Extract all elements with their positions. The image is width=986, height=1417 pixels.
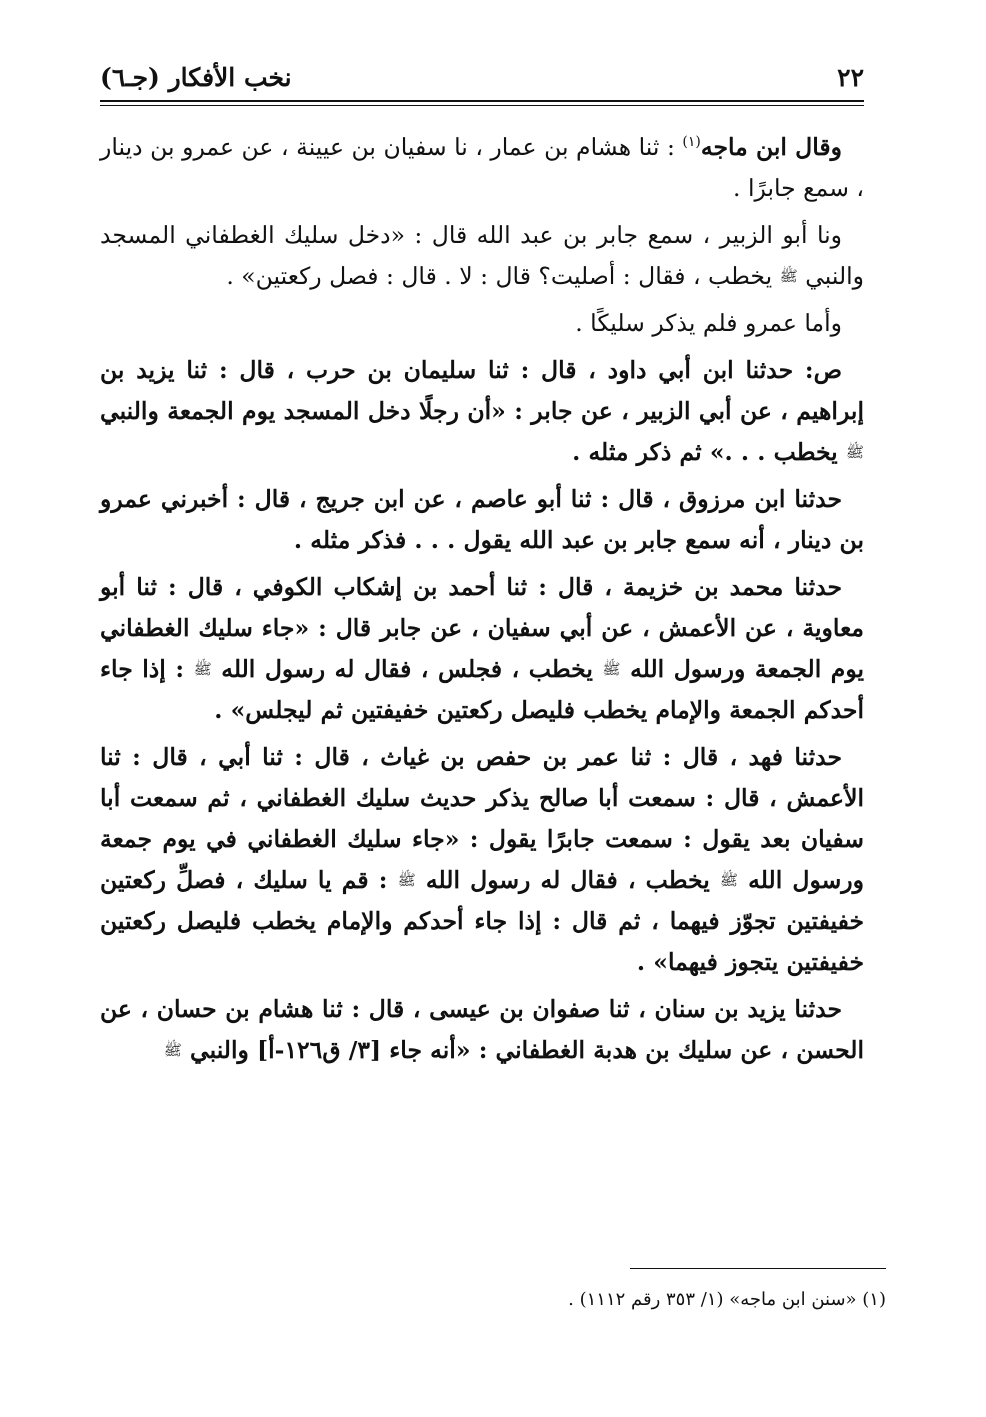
paragraph-text: وأما عمرو فلم يذكر سليكًا .	[575, 308, 842, 337]
footnote-text: (١) «سنن ابن ماجه» (١/ ٣٥٣ رقم ١١١٢) .	[568, 1289, 886, 1310]
paragraph-8	[100, 989, 864, 1071]
paragraph-text: حدثنا يزيد بن سنان ، ثنا صفوان بن عيسى ، قال : ثنا هشام بن حسان ، عن الحسن ، عن سليك بن هدبة الغطفاني : «أنه جاء [٣/ ق١٢٦-أ] والنبي	[100, 994, 864, 1064]
page-number: ٢٢	[837, 63, 864, 92]
paragraph-2	[100, 215, 864, 297]
paragraph-6	[100, 567, 864, 731]
salutation-glyph: ﷺ	[193, 659, 212, 678]
paragraph-5	[100, 479, 864, 561]
paragraph-text: يخطب . . .» ثم ذكر مثله .	[572, 437, 846, 466]
footnote-ref: (١)	[682, 134, 701, 150]
paragraph-text: : إذا جاء أحدكم الجمعة والإمام يخطب فليصل ركعتين خفيفتين ثم ليجلس» .	[100, 654, 864, 724]
paragraph-1	[100, 122, 864, 209]
footnote-rule	[630, 1268, 886, 1269]
salutation-glyph: ﷺ	[845, 442, 864, 461]
page	[100, 58, 864, 1077]
paragraph-text: حدثنا ابن مرزوق ، قال : ثنا أبو عاصم ، عن ابن جريج ، قال : أخبرني عمرو بن دينار ، أنه سمع جابر بن عبد الله يقول . . . فذكر مثله .	[100, 484, 864, 554]
salutation-glyph: ﷺ	[397, 870, 416, 889]
footnote	[122, 1286, 886, 1314]
paragraph-text: : ثنا هشام بن عمار ، نا سفيان بن عيينة ، عن عمرو بن دينار ، سمع جابرًا .	[100, 132, 864, 202]
paragraph-7	[100, 737, 864, 983]
paragraph-text: يخطب ، فقال له رسول الله	[415, 865, 720, 894]
book-title: نخب الأفكار (جـ٦)	[100, 63, 292, 92]
paragraph-text: يخطب ، فجلس ، فقال له رسول الله	[211, 654, 603, 683]
paragraph-text: يخطب ، فقال : أصليت؟ قال : لا . قال : فصل ركعتين» .	[226, 261, 780, 290]
paragraph-lead: وقال ابن ماجه	[700, 132, 842, 161]
salutation-glyph: ﷺ	[719, 870, 739, 889]
paragraph-3	[100, 303, 864, 344]
salutation-glyph: ﷺ	[779, 266, 798, 285]
paragraph-text: : قم يا سليك ، فصلِّ ركعتين خفيفتين تجوّز فيهما ، ثم قال : إذا جاء أحدكم والإمام يخطب فليصل ركعتين خفيفتين يتجوز فيهما» .	[100, 865, 864, 976]
paragraph-text: ونا أبو الزبير ، سمع جابر بن عبد الله قال : «دخل سليك الغطفاني المسجد والنبي	[100, 220, 864, 290]
paragraph-text: حدثنا فهد ، قال : ثنا عمر بن حفص بن غياث ، قال : ثنا أبي ، قال : ثنا الأعمش ، قال : سمعت أبا صالح يذكر حديث سليك الغطفاني ، ثم سمعت أبا سفيان بعد يقول : سمعت جابرًا يقول : «جاء سليك الغطفاني في يوم جمعة ورسول الله	[100, 742, 865, 894]
salutation-glyph: ﷺ	[602, 659, 621, 678]
paragraph-text: ص: حدثنا ابن أبي داود ، قال : ثنا سليمان بن حرب ، قال : ثنا يزيد بن إبراهيم ، عن أبي الزبير ، عن جابر : «أن رجلًا دخل المسجد يوم الجمعة والنبي	[100, 355, 864, 425]
salutation-glyph: ﷺ	[163, 1040, 182, 1059]
paragraph-text: حدثنا محمد بن خزيمة ، قال : ثنا أحمد بن إشكاب الكوفي ، قال : ثنا أبو معاوية ، عن الأعمش ، عن أبي سفيان ، عن جابر قال : «جاء سليك الغطفاني يوم الجمعة ورسول الله	[100, 572, 865, 683]
running-header	[100, 58, 864, 98]
paragraph-4	[100, 350, 864, 473]
body-text	[100, 122, 864, 1071]
header-rule	[100, 100, 864, 106]
